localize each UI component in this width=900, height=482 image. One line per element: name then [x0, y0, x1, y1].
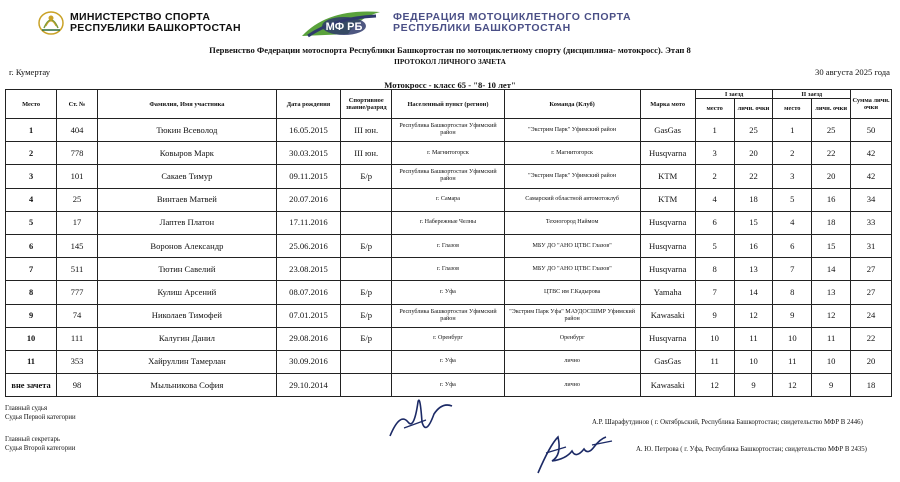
cell-name: Винтаев Матвей: [97, 188, 276, 211]
cell-birth: 29.10.2014: [276, 374, 340, 397]
table-row: [6, 188, 892, 211]
cell-total: 20: [851, 350, 892, 373]
cell-total: 33: [851, 211, 892, 234]
cell-place: 6: [6, 234, 57, 257]
cell-rank: [341, 188, 392, 211]
cell-rank: [341, 211, 392, 234]
cell-city: Республика Башкортостан Уфимский район: [392, 119, 504, 142]
cell-team: Оренбург: [504, 327, 640, 350]
cell-name: Сакаев Тимур: [97, 165, 276, 188]
table-row: [6, 258, 892, 281]
cell-race1-place: 6: [695, 211, 734, 234]
cell-name: Кулиш Арсений: [97, 281, 276, 304]
cell-bike: Husqvarna: [640, 211, 695, 234]
cell-race2-place: 5: [773, 188, 812, 211]
cell-total: 34: [851, 188, 892, 211]
chief-secretary-name: А. Ю. Петрова ( г. Уфа, Республика Башкортостан; свидетельство МФР В 2435): [636, 446, 867, 453]
cell-city: г. Оренбург: [392, 327, 504, 350]
results-table: [5, 89, 892, 397]
cell-city: г. Набережные Челны: [392, 211, 504, 234]
cell-rank: [341, 350, 392, 373]
cell-race1-place: 5: [695, 234, 734, 257]
cell-name: Ковыров Марк: [97, 142, 276, 165]
cell-number: 111: [57, 327, 98, 350]
chief-judge-name: А.Р. Шарафутдинов ( г. Октябрьский, Республика Башкортостан; свидетельство МФР В 2446): [592, 419, 863, 426]
cell-race2-points: 14: [812, 258, 851, 281]
ministry-name: [70, 12, 241, 34]
cell-total: 27: [851, 281, 892, 304]
col-team: Команда (Клуб): [504, 90, 640, 119]
col-name: Фамилия, Имя участника: [97, 90, 276, 119]
cell-city: Республика Башкортостан Уфимский район: [392, 304, 504, 327]
cell-number: 98: [57, 374, 98, 397]
cell-total: 50: [851, 119, 892, 142]
cell-city: г. Глазов: [392, 258, 504, 281]
col-place: Место: [6, 90, 57, 119]
chief-secretary-signature: [532, 425, 618, 477]
cell-birth: 20.07.2016: [276, 188, 340, 211]
col-number: Ст. №: [57, 90, 98, 119]
cell-team: Техногород Наймом: [504, 211, 640, 234]
ministry-emblem-icon: [36, 6, 66, 36]
col-birth: Дата рождения: [276, 90, 340, 119]
logo-text: МФ РБ: [325, 21, 363, 33]
cell-team: МБУ ДО "АНО ЦТВС Глазов": [504, 258, 640, 281]
cell-birth: 08.07.2016: [276, 281, 340, 304]
cell-team: "Экстрим Парк" Уфимский район: [504, 165, 640, 188]
col-total: Сумма личн. очки: [851, 90, 892, 119]
cell-rank: III юн.: [341, 142, 392, 165]
cell-race1-points: 10: [734, 350, 773, 373]
cell-race1-points: 14: [734, 281, 773, 304]
cell-birth: 07.01.2015: [276, 304, 340, 327]
cell-rank: Б/р: [341, 234, 392, 257]
cell-name: Воронов Александр: [97, 234, 276, 257]
cell-race2-points: 20: [812, 165, 851, 188]
cell-name: Лаптев Платон: [97, 211, 276, 234]
table-header-row: [6, 90, 892, 99]
cell-team: "Экстрим Парк Уфа" МАУДОСШМР Уфимский район: [504, 304, 640, 327]
col-race1: I заезд: [695, 90, 773, 99]
cell-race1-points: 15: [734, 211, 773, 234]
cell-total: 18: [851, 374, 892, 397]
cell-team: лично: [504, 350, 640, 373]
cell-number: 404: [57, 119, 98, 142]
cell-bike: GasGas: [640, 119, 695, 142]
cell-place: 5: [6, 211, 57, 234]
cell-place: 1: [6, 119, 57, 142]
cell-team: Самарский областной автомотоклуб: [504, 188, 640, 211]
cell-number: 777: [57, 281, 98, 304]
table-row: [6, 327, 892, 350]
cell-race2-place: 3: [773, 165, 812, 188]
class-title: Мотокросс - класс 65 - "8- 10 лет": [384, 80, 516, 90]
cell-birth: 25.06.2016: [276, 234, 340, 257]
cell-race1-place: 11: [695, 350, 734, 373]
cell-bike: KTM: [640, 188, 695, 211]
cell-race2-points: 10: [812, 350, 851, 373]
cell-race2-place: 10: [773, 327, 812, 350]
table-row: [6, 165, 892, 188]
cell-city: г. Магнитогорск: [392, 142, 504, 165]
cell-city: г. Уфа: [392, 281, 504, 304]
federation-name: [393, 12, 631, 34]
col-rank: Спортивное звание/разряд: [341, 90, 392, 119]
cell-rank: [341, 374, 392, 397]
cell-race1-place: 4: [695, 188, 734, 211]
cell-race2-place: 2: [773, 142, 812, 165]
cell-name: Калугин Данил: [97, 327, 276, 350]
cell-race2-points: 16: [812, 188, 851, 211]
table-row: [6, 211, 892, 234]
cell-race2-points: 25: [812, 119, 851, 142]
cell-race1-place: 3: [695, 142, 734, 165]
cell-number: 353: [57, 350, 98, 373]
table-row: [6, 142, 892, 165]
cell-place: 4: [6, 188, 57, 211]
cell-team: г. Магнитогорск: [504, 142, 640, 165]
cell-rank: [341, 258, 392, 281]
cell-rank: Б/р: [341, 327, 392, 350]
cell-team: "Экстрим Парк" Уфимский район: [504, 119, 640, 142]
cell-name: Хайруллин Тамерлан: [97, 350, 276, 373]
col-race2: II заезд: [773, 90, 851, 99]
chief-judge-title: Главный судья: [5, 405, 48, 412]
cell-birth: 30.03.2015: [276, 142, 340, 165]
cell-race1-points: 16: [734, 234, 773, 257]
cell-number: 25: [57, 188, 98, 211]
cell-race1-place: 7: [695, 281, 734, 304]
event-city: г. Кумертау: [9, 67, 51, 77]
col-city: Населенный пункт (регион): [392, 90, 504, 119]
cell-total: 42: [851, 165, 892, 188]
cell-name: Мыльникова София: [97, 374, 276, 397]
cell-race1-points: 18: [734, 188, 773, 211]
cell-birth: 16.05.2015: [276, 119, 340, 142]
col-race1-place: место: [695, 99, 734, 119]
cell-race2-points: 13: [812, 281, 851, 304]
cell-bike: KTM: [640, 165, 695, 188]
cell-name: Тютин Савелий: [97, 258, 276, 281]
federation-line-2: РЕСПУБЛИКИ БАШКОРТОСТАН: [393, 22, 571, 34]
cell-place: 7: [6, 258, 57, 281]
cell-rank: Б/р: [341, 165, 392, 188]
document-title: Первенство Федерации мотоспорта Республики Башкортостан по мотоциклетному спорту (дисциплина- мотокросс). Этап 8: [209, 45, 691, 55]
table-row: [6, 119, 892, 142]
cell-birth: 17.11.2016: [276, 211, 340, 234]
cell-race1-points: 20: [734, 142, 773, 165]
cell-bike: Kawasaki: [640, 304, 695, 327]
cell-race1-place: 10: [695, 327, 734, 350]
cell-bike: GasGas: [640, 350, 695, 373]
col-bike: Марка мото: [640, 90, 695, 119]
cell-place: 3: [6, 165, 57, 188]
cell-birth: 09.11.2015: [276, 165, 340, 188]
cell-bike: Husqvarna: [640, 327, 695, 350]
cell-race2-place: 6: [773, 234, 812, 257]
cell-race2-points: 22: [812, 142, 851, 165]
chief-secretary-category: Судья Второй категории: [5, 445, 76, 452]
cell-birth: 30.09.2016: [276, 350, 340, 373]
cell-race2-place: 4: [773, 211, 812, 234]
cell-race2-place: 1: [773, 119, 812, 142]
cell-city: г. Уфа: [392, 374, 504, 397]
chief-secretary-title: Главный секретарь: [5, 436, 60, 443]
cell-rank: Б/р: [341, 304, 392, 327]
cell-place: 11: [6, 350, 57, 373]
cell-team: ЦТВС им Г.Кадырова: [504, 281, 640, 304]
event-date: 30 августа 2025 года: [815, 67, 890, 77]
ministry-line-1: МИНИСТЕРСТВО СПОРТА: [70, 11, 211, 23]
cell-race2-points: 18: [812, 211, 851, 234]
cell-total: 22: [851, 327, 892, 350]
cell-race1-place: 9: [695, 304, 734, 327]
cell-city: г. Глазов: [392, 234, 504, 257]
cell-total: 24: [851, 304, 892, 327]
cell-total: 42: [851, 142, 892, 165]
cell-race2-place: 11: [773, 350, 812, 373]
cell-place: 8: [6, 281, 57, 304]
cell-race1-points: 22: [734, 165, 773, 188]
cell-place: вне зачета: [6, 374, 57, 397]
cell-number: 778: [57, 142, 98, 165]
cell-race2-points: 9: [812, 374, 851, 397]
federation-line-1: ФЕДЕРАЦИЯ МОТОЦИКЛЕТНОГО СПОРТА: [393, 11, 632, 23]
table-row: [6, 350, 892, 373]
chief-judge-block: [5, 404, 76, 422]
cell-team: лично: [504, 374, 640, 397]
table-row: [6, 304, 892, 327]
cell-number: 17: [57, 211, 98, 234]
cell-race2-points: 15: [812, 234, 851, 257]
ministry-line-2: РЕСПУБЛИКИ БАШКОРТОСТАН: [70, 22, 241, 34]
cell-race1-points: 25: [734, 119, 773, 142]
col-race1-points: личн. очки: [734, 99, 773, 119]
cell-place: 10: [6, 327, 57, 350]
cell-city: Республика Башкортостан Уфимский район: [392, 165, 504, 188]
cell-race2-place: 9: [773, 304, 812, 327]
cell-city: г. Самара: [392, 188, 504, 211]
cell-race1-points: 12: [734, 304, 773, 327]
cell-race2-points: 12: [812, 304, 851, 327]
cell-bike: Husqvarna: [640, 234, 695, 257]
cell-race1-place: 1: [695, 119, 734, 142]
chief-judge-category: Судья Первой категории: [5, 414, 76, 421]
cell-total: 27: [851, 258, 892, 281]
cell-race1-points: 13: [734, 258, 773, 281]
cell-place: 2: [6, 142, 57, 165]
col-race2-points: личн. очки: [812, 99, 851, 119]
cell-race2-place: 7: [773, 258, 812, 281]
cell-race1-place: 2: [695, 165, 734, 188]
cell-bike: Husqvarna: [640, 142, 695, 165]
cell-team: МБУ ДО "АНО ЦТВС Глазов": [504, 234, 640, 257]
cell-number: 145: [57, 234, 98, 257]
cell-total: 31: [851, 234, 892, 257]
cell-number: 101: [57, 165, 98, 188]
cell-race1-points: 11: [734, 327, 773, 350]
cell-race1-place: 12: [695, 374, 734, 397]
cell-number: 74: [57, 304, 98, 327]
cell-city: г. Уфа: [392, 350, 504, 373]
document-subtitle: ПРОТОКОЛ ЛИЧНОГО ЗАЧЕТА: [394, 57, 506, 66]
cell-number: 511: [57, 258, 98, 281]
cell-place: 9: [6, 304, 57, 327]
cell-bike: Yamaha: [640, 281, 695, 304]
federation-logo: [298, 6, 384, 40]
cell-bike: Kawasaki: [640, 374, 695, 397]
chief-secretary-block: [5, 435, 75, 453]
cell-name: Тюкин Всеволод: [97, 119, 276, 142]
cell-rank: Б/р: [341, 281, 392, 304]
cell-birth: 29.08.2016: [276, 327, 340, 350]
cell-race1-points: 9: [734, 374, 773, 397]
cell-race2-place: 12: [773, 374, 812, 397]
cell-bike: Husqvarna: [640, 258, 695, 281]
cell-race2-points: 11: [812, 327, 851, 350]
col-race2-place: место: [773, 99, 812, 119]
table-row: [6, 234, 892, 257]
table-row: [6, 281, 892, 304]
chief-judge-signature: [386, 392, 456, 442]
cell-rank: III юн.: [341, 119, 392, 142]
cell-race2-place: 8: [773, 281, 812, 304]
cell-race1-place: 8: [695, 258, 734, 281]
cell-birth: 23.08.2015: [276, 258, 340, 281]
cell-name: Николаев Тимофей: [97, 304, 276, 327]
